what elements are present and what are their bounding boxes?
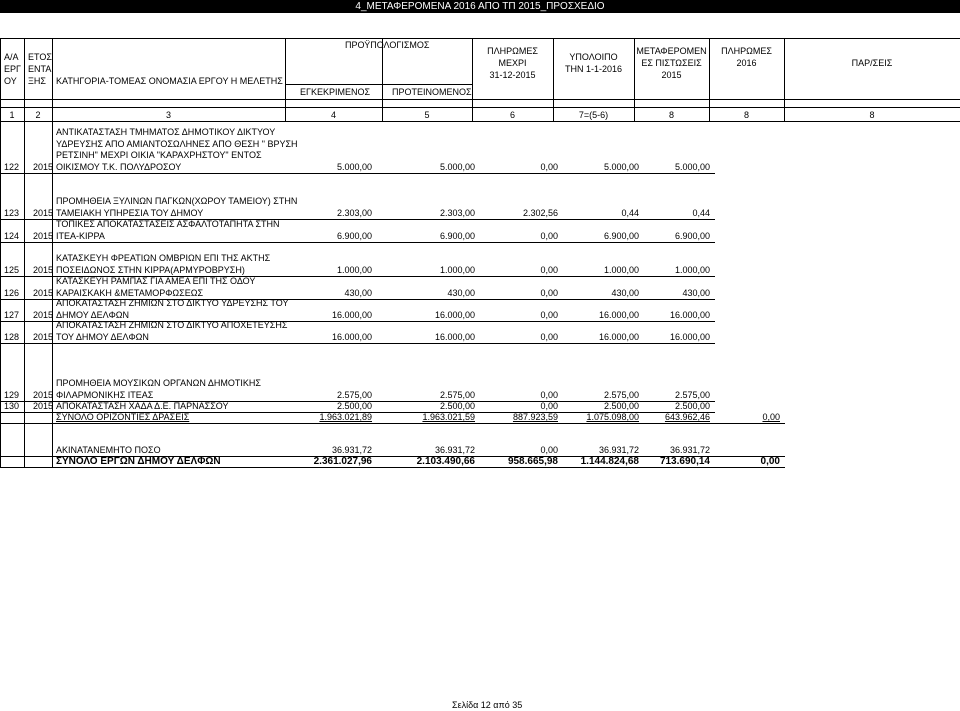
row-separator <box>0 343 715 344</box>
row-value: 2.500,00 <box>674 401 710 411</box>
row-description: ΑΠΟΚΑΤΑΣΤΑΣΗ ΖΗΜΙΩΝ ΣΤΟ ΔΙΚΤΥΟ ΑΠΟΧΕΤΕΥΣΗΣ <box>56 320 288 330</box>
row-year: 2015 <box>33 161 54 172</box>
header-remarks: ΠΑΡ/ΣΕΙΣ <box>851 58 893 68</box>
grand-total-label: ΣΥΝΟΛΟ ΕΡΓΩΝ ΔΗΜΟΥ ΔΕΛΦΩΝ <box>56 456 221 467</box>
total-horizontal-value: 0,00 <box>762 412 780 422</box>
column-number: 5 <box>424 110 430 120</box>
header-budget: ΠΡΟΫΠΟΛΟΓΙΣΜΟΣ <box>345 40 430 50</box>
grid-line <box>285 38 286 121</box>
row-year: 2015 <box>33 390 54 400</box>
row-value: 16.000,00 <box>598 310 639 320</box>
grid-line <box>382 84 383 99</box>
row-description: ΤΟΠΙΚΕΣ ΑΠΟΚΑΤΑΣΤΑΣΕΙΣ ΑΣΦΑΛΤΟΤΑΠΗΤΑ ΣΤΗΝ <box>56 219 280 229</box>
row-value: 0,00 <box>540 401 558 411</box>
row-value: 0,00 <box>540 231 558 241</box>
grid-line <box>0 107 960 108</box>
row-value: 2.303,00 <box>439 208 475 218</box>
row-value: 2.500,00 <box>336 401 372 411</box>
row-value: 2.303,00 <box>336 208 372 218</box>
column-number: 8 <box>743 110 749 120</box>
row-description: ΑΠΟΚΑΤΑΣΤΑΣΗ ΧΑΔΑ Δ.Ε. ΠΑΡΝΑΣΣΟΥ <box>56 401 229 411</box>
column-number: 3 <box>165 110 171 120</box>
header-transferred: ΜΕΤΑΦΕΡΟΜΕΝ <box>636 46 707 56</box>
row-year: 2015 <box>33 310 54 320</box>
column-number: 4 <box>330 110 336 120</box>
header-etos: ΕΝΤΑ <box>28 64 52 74</box>
row-year: 2015 <box>33 208 54 218</box>
row-value: 2.575,00 <box>439 390 475 400</box>
row-number: 125 <box>4 265 20 275</box>
grand-total-value: 713.690,14 <box>659 456 710 467</box>
header-transferred: ΕΣ ΠΙΣΤΩΣΕΙΣ <box>641 58 702 68</box>
row-value: 16.000,00 <box>434 310 475 320</box>
column-number: 2 <box>35 110 41 120</box>
row-description: ΙΤΕΑ-ΚΙΡΡΑ <box>56 231 105 241</box>
row-number: 129 <box>4 390 20 400</box>
row-value: 16.000,00 <box>669 332 710 342</box>
row-value: 6.900,00 <box>674 231 710 241</box>
header-aa: ΟΥ <box>4 76 17 86</box>
row-separator <box>0 423 785 424</box>
grid-line <box>0 99 960 100</box>
row-value: 1.000,00 <box>674 265 710 275</box>
row-description: ΤΑΜΕΙΑΚΗ ΥΠΗΡΕΣΙΑ ΤΟΥ ΔΗΜΟΥ <box>56 208 204 218</box>
row-description: ΠΡΟΜΗΘΕΙΑ ΞΥΛΙΝΩΝ ΠΑΓΚΩΝ(ΧΩΡΟΥ ΤΑΜΕΙΟΥ) ΣΤΗΝ <box>56 196 298 206</box>
row-year: 2015 <box>33 288 54 298</box>
header-etos: ΞΗΣ <box>28 76 46 86</box>
row-separator <box>0 173 715 174</box>
row-value: 16.000,00 <box>331 332 372 342</box>
total-horizontal-value: 1.075.098,00 <box>586 412 639 422</box>
row-value: 2.500,00 <box>439 401 475 411</box>
grand-total-value: 958.665,98 <box>507 456 558 467</box>
row-value: 5.000,00 <box>674 161 710 172</box>
row-number: 128 <box>4 332 20 342</box>
grid-line <box>0 38 1 121</box>
row-value: 1.000,00 <box>603 265 639 275</box>
row-year: 2015 <box>33 401 54 411</box>
row-value: 0,44 <box>692 208 710 218</box>
grid-line <box>0 121 960 122</box>
row-number: 122 <box>4 161 20 172</box>
row-value: 2.302,56 <box>522 208 558 218</box>
row-description: ΤΟΥ ΔΗΜΟΥ ΔΕΛΦΩΝ <box>56 332 149 342</box>
grand-total-value: 2.361.027,96 <box>313 456 372 467</box>
window-title: 4_ΜΕΤΑΦΕΡΟΜΕΝΑ 2016 ΑΠΟ ΤΠ 2015_ΠΡΟΣΧΕΔΙΟ <box>0 0 960 13</box>
row-description: ΥΔΡΕΥΣΗΣ ΑΠΟ ΑΜΙΑΝΤΟΣΩΛΗΝΕΣ ΑΠΟ ΘΕΣΗ " ΒΡΥΣΗ <box>56 138 298 149</box>
header-category: ΚΑΤΗΓΟΡΙΑ-ΤΟΜΕΑΣ ΟΝΟΜΑΣΙΑ ΕΡΓΟΥ Η ΜΕΛΕΤΗΣ <box>56 76 283 86</box>
header-etos: ΕΤΟΣ <box>28 52 52 62</box>
unallocated-value: 36.931,72 <box>331 445 372 455</box>
header-aa: Α/Α <box>4 52 19 62</box>
row-value: 5.000,00 <box>336 161 372 172</box>
row-year: 2015 <box>33 332 54 342</box>
header-transferred: 2015 <box>661 70 682 80</box>
row-year: 2015 <box>33 265 54 275</box>
row-description: ΚΑΤΑΣΚΕΥΗ ΦΡΕΑΤΙΩΝ ΟΜΒΡΙΩΝ ΕΠΙ ΤΗΣ ΑΚΤΗΣ <box>56 253 271 263</box>
total-horizontal-value: 643.962,46 <box>664 412 710 422</box>
row-year: 2015 <box>33 231 54 241</box>
row-description: ΟΙΚΙΣΜΟΥ Τ.Κ. ΠΟΛΥΔΡΟΣΟΥ <box>56 161 182 172</box>
grid-line <box>784 38 785 121</box>
header-remaining: ΥΠΟΛΟΙΠΟ <box>569 52 618 62</box>
header-proposed: ΠΡΟΤΕΙΝΟΜΕΝΟΣ <box>392 87 472 97</box>
header-paid-until: ΜΕΧΡΙ <box>498 58 527 68</box>
header-approved: ΕΓΚΕΚΡΙΜΕΝΟΣ <box>300 87 371 97</box>
header-paid-until: ΠΛΗΡΩΜΕΣ <box>487 46 538 56</box>
row-description: ΠΟΣΕΙΔΩΝΟΣ ΣΤΗΝ ΚΙΡΡΑ(ΑΡΜΥΡΟΒΡΥΣΗ) <box>56 265 245 275</box>
row-description: ΦΙΛΑΡΜΟΝΙΚΗΣ ΙΤΕΑΣ <box>56 390 154 400</box>
row-value: 0,44 <box>621 208 639 218</box>
row-value: 16.000,00 <box>598 332 639 342</box>
row-value: 430,00 <box>682 288 710 298</box>
grand-total-value: 2.103.490,66 <box>416 456 475 467</box>
header-aa: ΕΡΓ <box>4 64 21 74</box>
row-value: 0,00 <box>540 288 558 298</box>
row-value: 430,00 <box>344 288 372 298</box>
column-number: 8 <box>668 110 674 120</box>
grid-line <box>24 38 25 121</box>
row-value: 5.000,00 <box>439 161 475 172</box>
header-remaining: ΤΗΝ 1-1-2016 <box>564 64 623 74</box>
row-description: ΑΠΟΚΑΤΑΣΤΑΣΗ ΖΗΜΙΩΝ ΣΤΟ ΔΙΚΤΥΟ ΥΔΡΕΥΣΗΣ ΤΟΥ <box>56 298 289 308</box>
row-number: 127 <box>4 310 20 320</box>
total-horizontal-value: 887.923,59 <box>512 412 558 422</box>
column-number: 1 <box>9 110 15 120</box>
row-description: ΚΑΡΑΙΣΚΑΚΗ &ΜΕΤΑΜΟΡΦΩΣΕΩΣ <box>56 288 204 298</box>
grid-line <box>52 38 53 121</box>
row-value: 6.900,00 <box>603 231 639 241</box>
row-value: 1.000,00 <box>439 265 475 275</box>
row-number: 124 <box>4 231 20 241</box>
row-value: 0,00 <box>540 390 558 400</box>
row-value: 0,00 <box>540 161 558 172</box>
column-number: 8 <box>869 110 875 120</box>
grand-total-value: 0,00 <box>760 456 780 467</box>
grand-total-value: 1.144.824,68 <box>580 456 639 467</box>
total-horizontal-value: 1.963.021,59 <box>422 412 475 422</box>
grid-line <box>52 121 53 467</box>
row-description: ΡΕΤΣΙΝΗ" ΜΕΧΡΙ ΟΙΚΙΑ "ΚΑΡΑΧΡΗΣΤΟΥ" ΕΝΤΟΣ <box>56 150 262 160</box>
unallocated-value: 36.931,72 <box>434 445 475 455</box>
row-value: 0,00 <box>540 332 558 342</box>
column-number: 6 <box>509 110 515 120</box>
row-value: 2.575,00 <box>674 390 710 400</box>
row-value: 2.575,00 <box>603 390 639 400</box>
row-value: 5.000,00 <box>603 161 639 172</box>
total-horizontal-label: ΣΥΝΟΛΟ ΟΡΙΖΟΝΤΙΕΣ ΔΡΑΣΕΙΣ <box>56 412 190 422</box>
header-payments-2016: 2016 <box>736 58 757 68</box>
row-value: 0,00 <box>540 265 558 275</box>
header-payments-2016: ΠΛΗΡΩΜΕΣ <box>721 46 772 56</box>
row-number: 123 <box>4 208 20 218</box>
grid-line <box>285 84 472 85</box>
row-number: 130 <box>4 401 20 411</box>
row-number: 126 <box>4 288 20 298</box>
row-value: 430,00 <box>611 288 639 298</box>
row-description: ΑΝΤΙΚΑΤΑΣΤΑΣΗ ΤΜΗΜΑΤΟΣ ΔΗΜΟΤΙΚΟΥ ΔΙΚΤΥΟΥ <box>56 127 276 137</box>
column-number: 7=(5-6) <box>578 110 609 120</box>
unallocated-value: 36.931,72 <box>669 445 710 455</box>
header-paid-until: 31-12-2015 <box>489 70 536 80</box>
row-description: ΚΑΤΑΣΚΕΥΗ ΡΑΜΠΑΣ ΓΙΑ ΑΜΕΑ ΕΠΙ ΤΗΣ ΟΔΟΥ <box>56 276 256 286</box>
row-separator <box>0 467 785 468</box>
row-value: 2.575,00 <box>336 390 372 400</box>
row-value: 6.900,00 <box>336 231 372 241</box>
row-value: 0,00 <box>540 310 558 320</box>
grid-line <box>0 121 1 467</box>
unallocated-label: ΑΚΙΝΑΤΑΝΕΜΗΤΟ ΠΟΣΟ <box>56 445 161 455</box>
row-value: 6.900,00 <box>439 231 475 241</box>
row-value: 16.000,00 <box>434 332 475 342</box>
grid-line <box>24 121 25 467</box>
row-value: 16.000,00 <box>669 310 710 320</box>
row-value: 2.500,00 <box>603 401 639 411</box>
grid-line <box>553 38 554 121</box>
grid-line <box>0 38 960 39</box>
row-description: ΔΗΜΟΥ ΔΕΛΦΩΝ <box>56 310 129 320</box>
row-value: 430,00 <box>447 288 475 298</box>
total-horizontal-value: 1.963.021,89 <box>319 412 372 422</box>
page-footer: Σελίδα 12 από 35 <box>452 700 523 710</box>
unallocated-value: 36.931,72 <box>598 445 639 455</box>
unallocated-value: 0,00 <box>540 445 558 455</box>
row-description: ΠΡΟΜΗΘΕΙΑ ΜΟΥΣΙΚΩΝ ΟΡΓΑΝΩΝ ΔΗΜΟΤΙΚΗΣ <box>56 378 261 388</box>
row-separator <box>0 242 715 243</box>
row-value: 16.000,00 <box>331 310 372 320</box>
row-value: 1.000,00 <box>336 265 372 275</box>
